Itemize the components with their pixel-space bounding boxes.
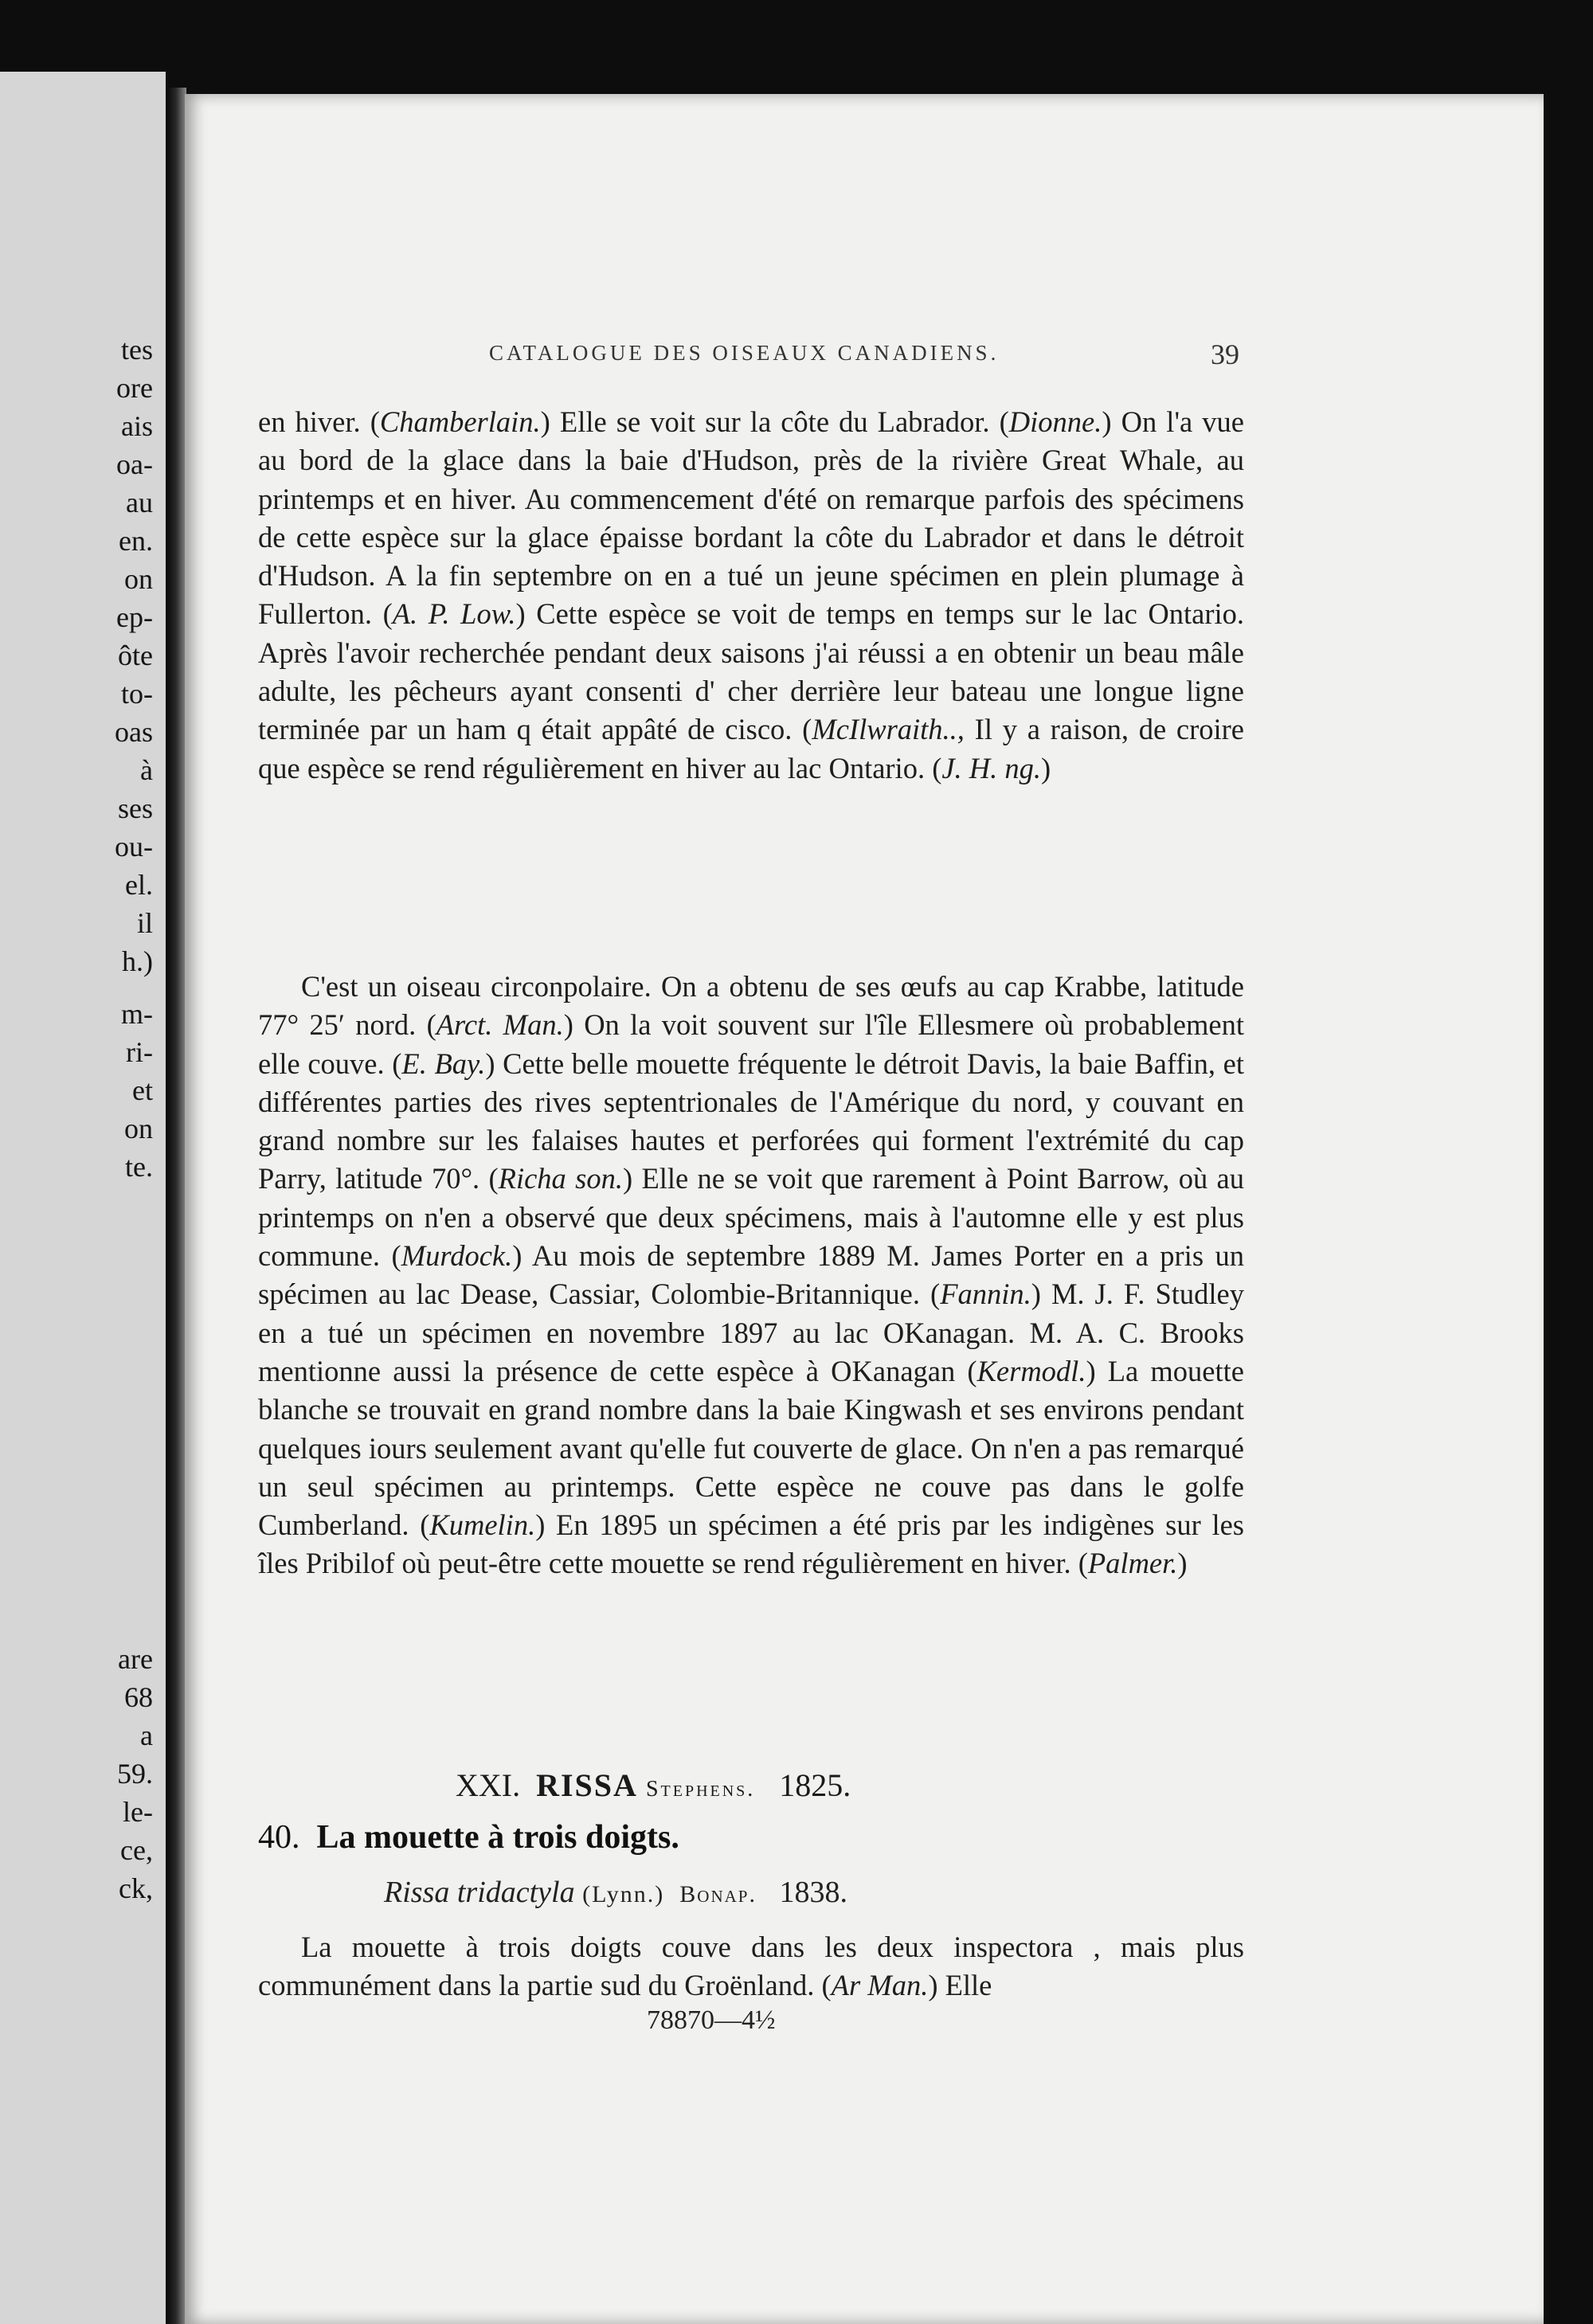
left-page-fragment: ep- [116,601,153,633]
left-page-fragment: ou- [115,831,153,863]
page-number: 39 [1211,338,1239,370]
paragraph-2: C'est un oiseau circonpolaire. On a obtenu de ses œufs au cap Krabbe, latitude 77° 25′ nord. (Arct. Man.) On la voit souvent sur l'île Ellesmere où probablement elle couve. (E. Bay.) Cette belle mouette fréquente le détroit Davis, la baie Baffin, et différentes parties des rives septentrionales de l'Amérique du nord, y couvant en grand nombre sur les falaises hautes et perforées qui forment l'extrémité du cap Parry, latitude 70°. (Richa son.) Elle ne se voit que rarement à Point Barrow, où au printemps on n'en a observé que deux spécimens, mais à l'automne elle y est plus commune. (Murdock.) Au mois de septembre 1889 M. James Porter en a pris un spécimen au lac Dease, Cassiar, Colombie-Britannique. (Fannin.) M. J. F. Studley en a tué un spécimen en novembre 1897 au lac OKanagan. M. A. C. Brooks mentionne aussi la présence de cette espèce à OKanagan (Kermodl.) La mouette blanche se trouvait en grand nombre dans la baie Kingwash et ses environs pendant quelques iours seulement avant qu'elle fut couverte de glace. On n'en a pas remarqué un seul spécimen au printemps. Cette espèce ne couve pas dans le golfe Cumberland. (Kumelin.) En 1895 un spécimen a été pris par les indigènes sur les îles Pribilof où peut-être cette mouette se rend régulièrement en hiver. (Palmer.) [258,970,1245,1580]
left-page-fragment: ore [116,372,153,404]
left-page-fragment: au [126,487,153,518]
left-page-fragment: et [132,1074,153,1106]
left-page-fragment: oa- [116,448,153,480]
left-page-fragment: ri- [126,1036,153,1068]
book-page [185,94,1544,2324]
left-page-fragment: are [118,1643,153,1675]
paragraph-3: La mouette à trois doigts couve dans les deux inspectora , mais plus communément dans la partie sud du Groënland. (Ar Man.) Elle [258,1931,1244,2002]
left-page-fragment: ck, [119,1872,153,1904]
left-page-fragment: le- [123,1796,153,1828]
genus-heading: XXI. RISSA Stephens. 1825. [456,1767,851,1803]
left-page-fragment: te. [125,1151,153,1183]
left-page-fragment: 68 [124,1681,153,1713]
left-page-fragment: ce, [120,1834,153,1866]
left-page-fragment: on [124,563,153,595]
species-heading: 40. La mouette à trois doigts. [258,1819,679,1856]
book-gutter [166,88,186,2324]
left-page-fragment: a [140,1720,153,1751]
left-page-fragment: il [136,907,153,939]
left-page-fragment: en. [119,525,153,557]
paragraph-1: en hiver. (Chamberlain.) Elle se voit sur la côte du Labrador. (Dionne.) On l'a vue au bord de la glace dans la baie d'Hudson, près de la rivière Great Whale, au printemps et en hiver. Au commencement d'été on remarque parfois des spécimens de cette espèce sur la glace épaisse bordant la côte du Labrador et dans le détroit d'Hudson. A la fin septembre on en a tué un jeune spécimen en plein plumage à Fullerton. (A. P. Low.) Cette espèce se voit de temps en temps sur le lac Ontario. Après l'avoir recherchée pendant deux saisons j'ai réussi a en obtenir un beau mâle adulte, les pêcheurs ayant consenti d' cher derrière leur bateau une longue ligne terminée par un ham q était appâté de cisco. (McIlwraith.., Il y a raison, de croire que espèce se rend régulièrement en hiver au lac Ontario. (J. H. ng.) [258,405,1245,784]
species-binomial: Rissa tridactyla (Lynn.) Bonap. 1838. [384,1876,847,1909]
left-page-fragment: ôte [118,640,153,671]
left-page-fragment: el. [125,869,153,901]
running-header: CATALOGUE DES OISEAUX CANADIENS. [489,341,1000,365]
left-page-fragment: oas [115,716,153,748]
left-page-fragment: to- [121,678,153,710]
printer-signature: 78870—4½ [647,2005,776,2035]
left-page-fragment: ais [121,410,153,442]
left-page-fragment: à [140,754,153,786]
left-page-fragment: m- [121,998,153,1030]
left-page-fragment: ses [118,792,153,824]
left-page-fragment: 59. [117,1758,153,1790]
left-page-fragment: h.) [122,945,153,977]
left-page-fragment: on [124,1113,153,1144]
left-page-fragment: tes [121,334,153,366]
